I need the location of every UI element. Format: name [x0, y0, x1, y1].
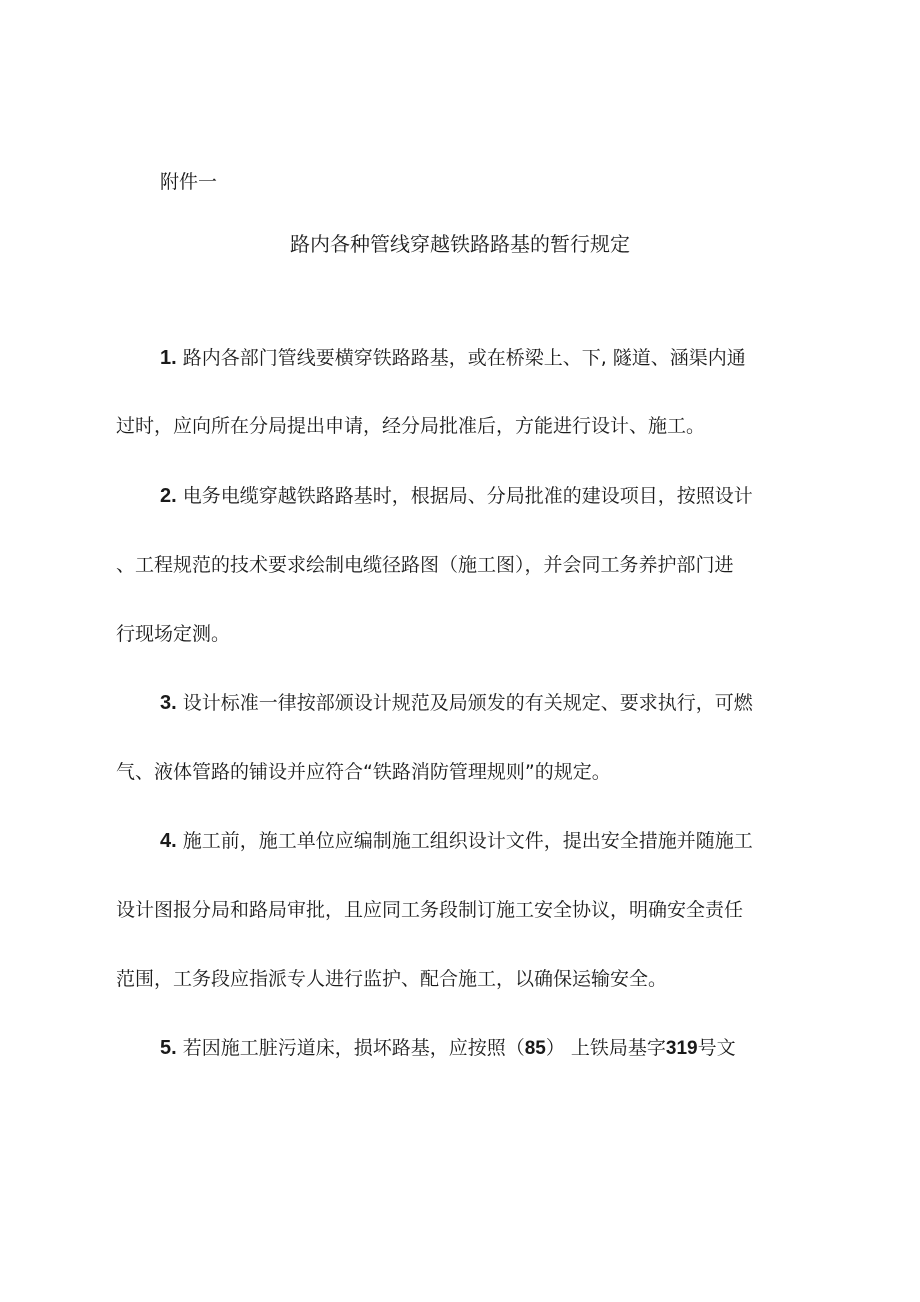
item-5-num-85: 85 — [524, 1038, 546, 1059]
item-4-line-1 — [160, 827, 753, 855]
item-3-line-2: 气、液体管路的铺设并应符合“铁路消防管理规则”的规定。 — [116, 761, 611, 783]
item-3-number: 3. — [160, 692, 177, 714]
item-5-text-b: ） 上铁局基字 — [545, 1037, 666, 1059]
item-5-line-1 — [160, 1034, 736, 1063]
item-3-text-1: 设计标准一律按部颁设计规范及局颁发的有关规定、要求执行，可燃 — [182, 692, 753, 714]
item-3-line-1 — [160, 689, 753, 717]
item-2-line-3: 行现场定测。 — [116, 623, 231, 645]
item-4-line-2: 设计图报分局和路局审批，且应同工务段制订施工安全协议，明确安全责任 — [116, 899, 744, 921]
item-5-num-319: 319 — [665, 1038, 698, 1059]
item-2-number: 2. — [160, 485, 177, 507]
item-1-line-1 — [160, 344, 746, 372]
item-2-line-1 — [160, 482, 753, 510]
document-title: 路内各种管线穿越铁路路基的暂行规定 — [290, 232, 630, 256]
item-2-text-1: 电务电缆穿越铁路路基时，根据局、分局批准的建设项目，按照设计 — [182, 485, 753, 507]
item-4-text-1: 施工前，施工单位应编制施工组织设计文件，提出安全措施并随施工 — [182, 830, 753, 852]
item-2-line-2: 、工程规范的技术要求绘制电缆径路图（施工图），并会同工务养护部门进 — [116, 554, 734, 576]
item-4-line-3: 范围，工务段应指派专人进行监护、配合施工，以确保运输安全。 — [116, 968, 668, 990]
item-5-text-c: 号文 — [697, 1037, 736, 1059]
item-5-text-a: 若因施工脏污道床，损坏路基，应按照（ — [182, 1037, 525, 1059]
item-1-text-1: 路内各部门管线要横穿铁路路基，或在桥梁上、下, 隧道、涵渠内通 — [182, 347, 746, 369]
attachment-label: 附件一 — [160, 171, 218, 193]
item-5-number: 5. — [160, 1037, 177, 1059]
item-1-line-2: 过时，应向所在分局提出申请，经分局批准后，方能进行设计、施工。 — [116, 415, 706, 437]
item-4-number: 4. — [160, 830, 177, 852]
item-1-number: 1. — [160, 347, 177, 369]
